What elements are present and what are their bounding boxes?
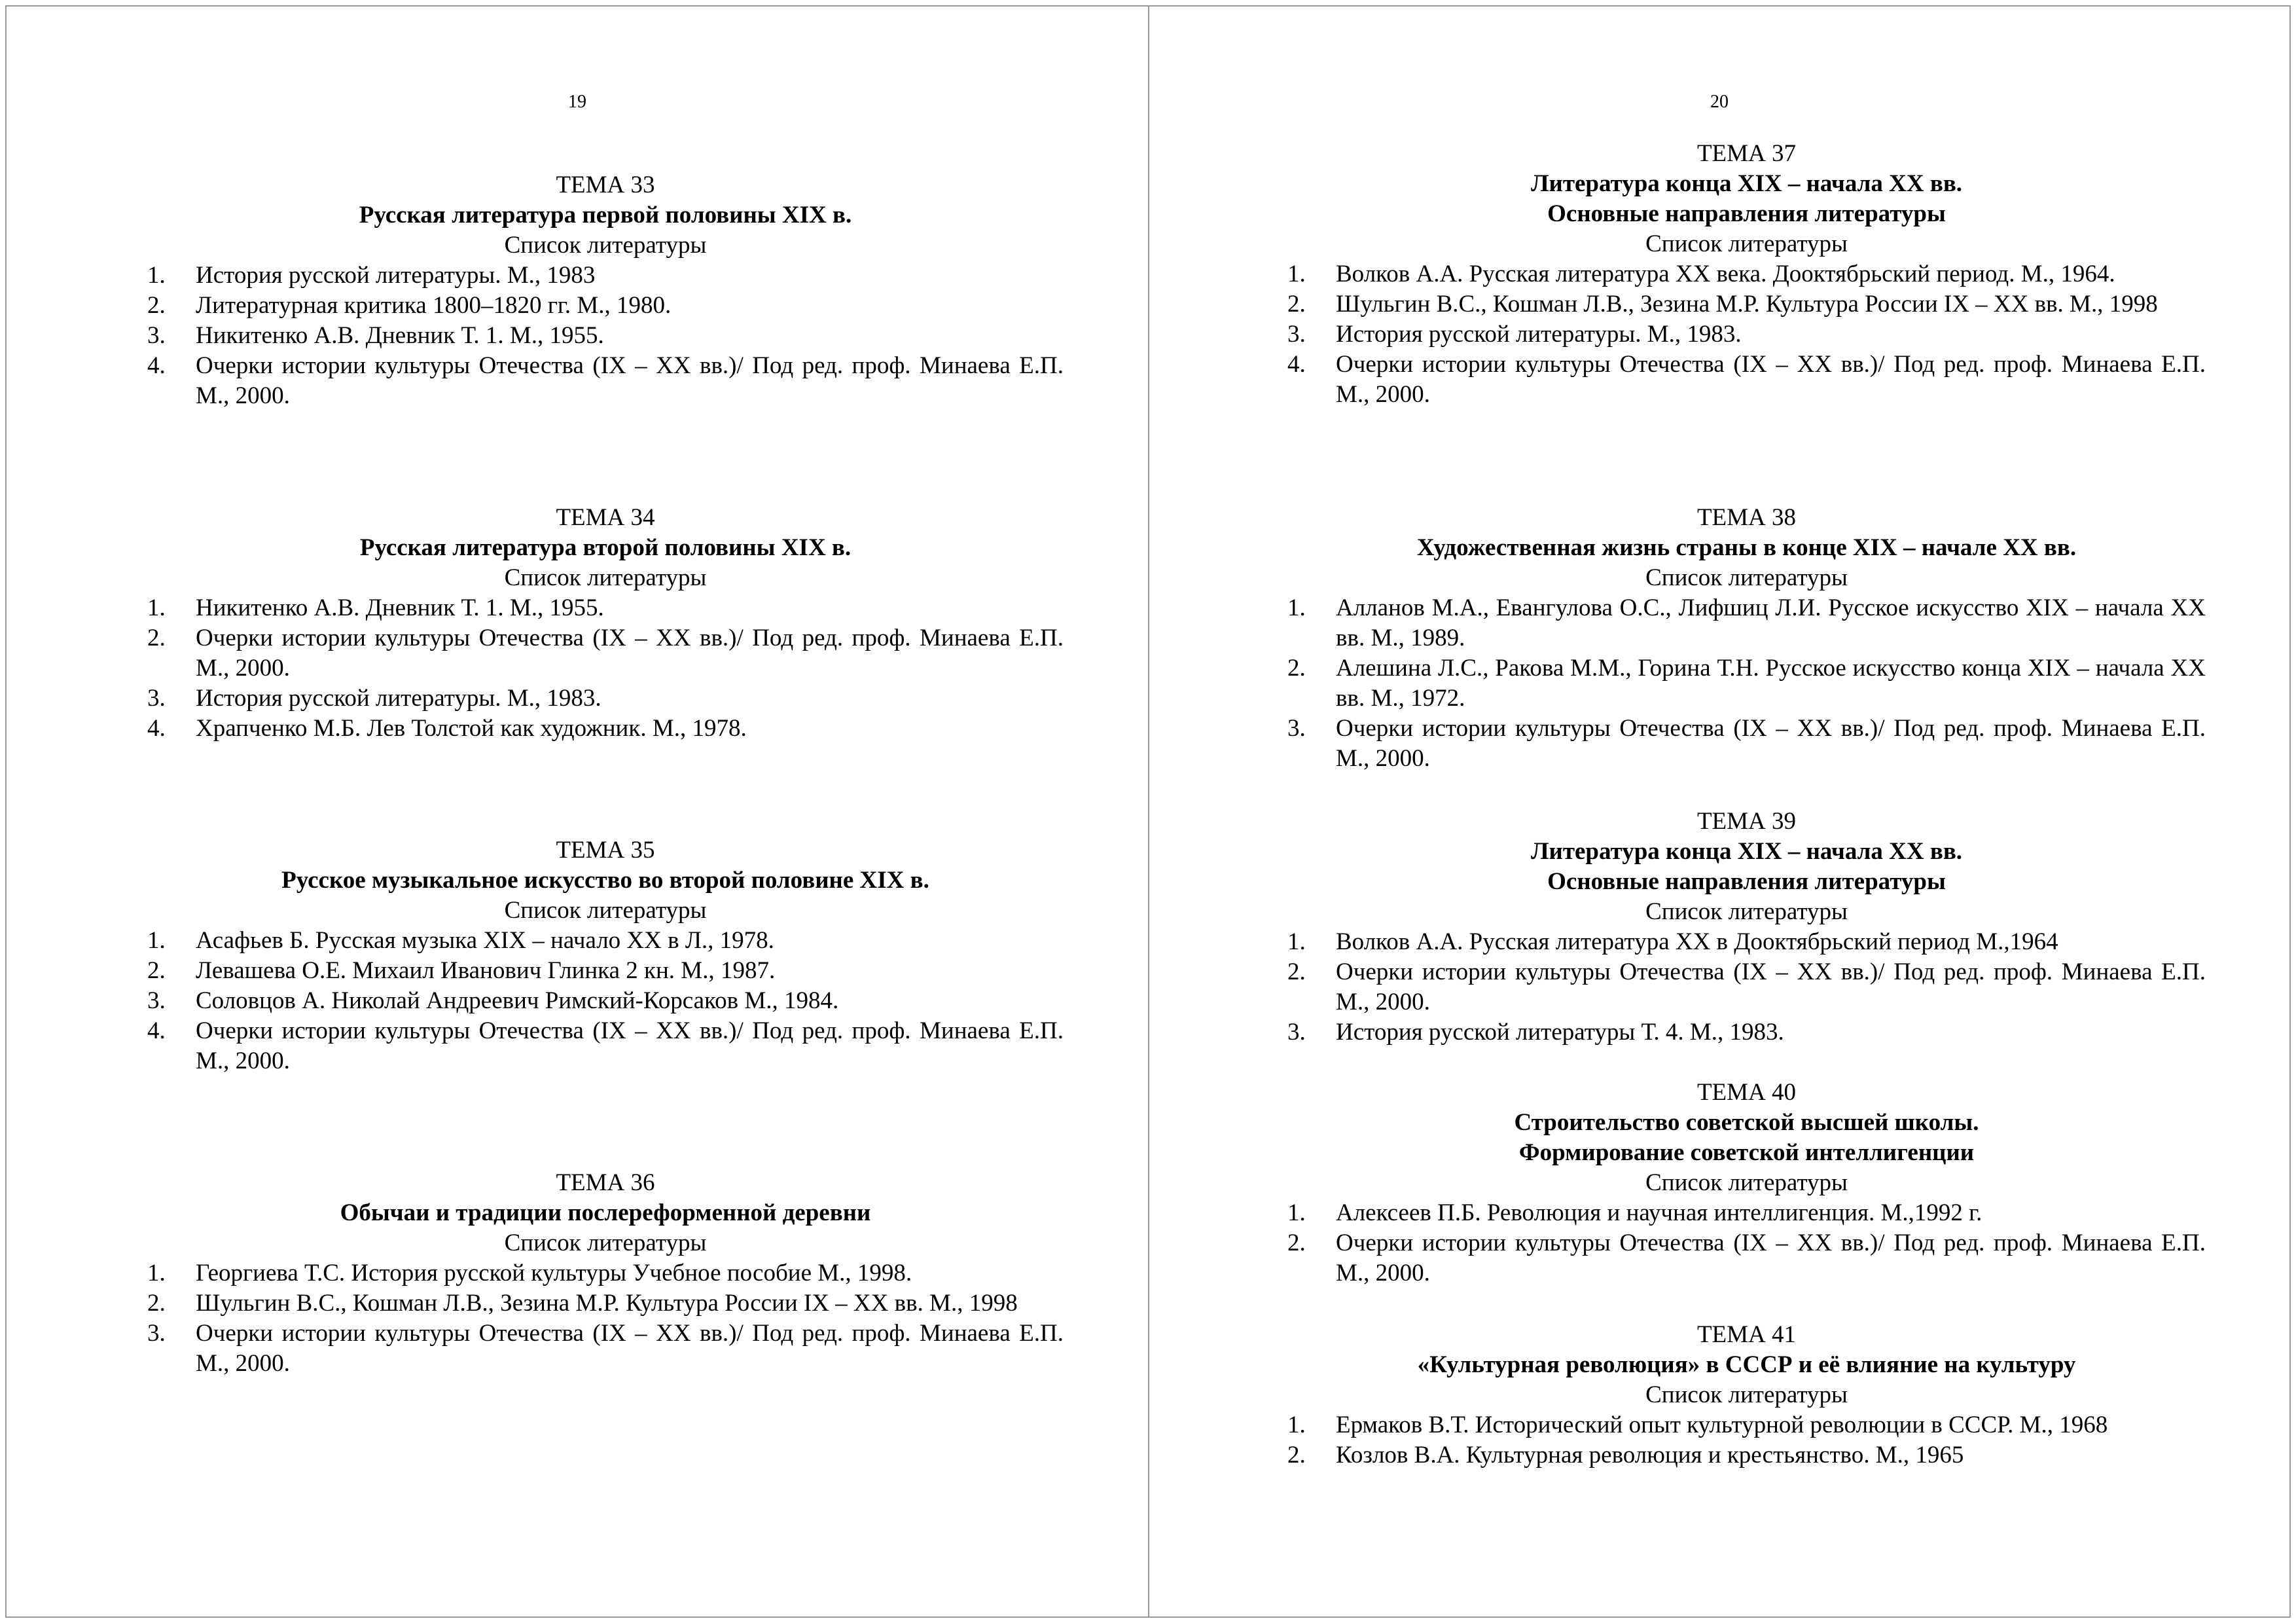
item-text: История русской литературы. М., 1983. — [1336, 321, 1742, 348]
topic-block — [1287, 1078, 2206, 1288]
item-text: Левашева О.Е. Михаил Иванович Глинка 2 кн. М., 1987. — [196, 957, 776, 984]
item-text: Храпченко М.Б. Лев Толстой как художник. М., 1978. — [196, 715, 747, 742]
topic-title: ТЕМА 41 — [1696, 1321, 1797, 1348]
topic-subtitle: Обычаи и традиции послереформенной деревни — [340, 1199, 871, 1226]
bibliography-label: Список литературы — [504, 564, 707, 591]
item-number: 3. — [1287, 321, 1306, 348]
bibliography-item — [1287, 593, 2206, 653]
bibliography-item — [147, 623, 1064, 684]
bibliography-list — [147, 593, 1064, 744]
item-text: Георгиева Т.С. История русской культуры Учебное пособие М., 1998. — [196, 1260, 912, 1286]
item-text: Очерки истории культуры Отечества (IX – XX вв.)/ Под ред. проф. Минаева Е.П. М., 2000. — [1336, 1230, 2206, 1286]
bibliography-item — [1287, 957, 2206, 1017]
bibliography-item — [147, 351, 1064, 411]
item-number: 2. — [1287, 1442, 1306, 1468]
bibliography-item — [147, 956, 1064, 986]
bibliography-item — [1287, 350, 2206, 410]
bibliography-item — [147, 1258, 1064, 1288]
left-page — [5, 5, 1149, 1618]
item-text: Алешина Л.С., Ракова М.М., Горина Т.Н. Русское искусство конца XIX – начала XX вв. М., 1972. — [1336, 655, 2206, 712]
bibliography-list — [1287, 593, 2206, 774]
bibliography-label: Список литературы — [1645, 230, 1848, 257]
item-text: Алланов М.А., Евангулова О.С., Лифшиц Л.И. Русское искусство XIX – начала XX вв. М., 1989. — [1336, 594, 2206, 651]
topic-subtitle: «Культурная революция» в СССР и её влияние на культуру — [1417, 1351, 2076, 1378]
topic-subtitle: Русское музыкальное искусство во второй половине XIX в. — [281, 867, 929, 894]
bibliography-label: Список литературы — [1645, 898, 1848, 925]
item-text: Шульгин В.С., Кошман Л.В., Зезина М.Р. Культура России IX – XX вв. М., 1998 — [196, 1290, 1018, 1317]
topic-title: ТЕМА 35 — [556, 837, 655, 864]
bibliography-item — [1287, 1198, 2206, 1228]
topic-subtitle: Основные направления литературы — [1547, 200, 1946, 227]
item-number: 2. — [1287, 1230, 1306, 1256]
item-number: 1. — [147, 1260, 166, 1286]
bibliography-label: Список литературы — [1645, 564, 1848, 591]
bibliography-item — [1287, 289, 2206, 319]
item-number: 1. — [1287, 1412, 1306, 1438]
bibliography-label: Список литературы — [504, 232, 707, 259]
item-number: 3. — [147, 1320, 166, 1347]
topic-subtitle: Литература конца XIX – начала XX вв. — [1530, 170, 1963, 197]
item-text: Очерки истории культуры Отечества (IX – XX вв.)/ Под ред. проф. Минаева Е.П. М., 2000. — [196, 1017, 1064, 1074]
bibliography-label: Список литературы — [1645, 1381, 1848, 1408]
topic-title: ТЕМА 40 — [1696, 1079, 1797, 1106]
bibliography-label: Список литературы — [504, 1230, 707, 1256]
page-number: 19 — [568, 92, 586, 112]
item-number: 2. — [147, 625, 166, 651]
item-number: 1. — [1287, 928, 1306, 955]
bibliography-list — [1287, 1410, 2206, 1470]
bibliography-item — [147, 926, 1064, 956]
bibliography-item — [1287, 1440, 2206, 1470]
bibliography-list — [1287, 927, 2206, 1048]
topic-title: ТЕМА 36 — [556, 1169, 655, 1196]
item-text: Соловцов А. Николай Андреевич Римский-Корсаков М., 1984. — [196, 987, 839, 1014]
item-number: 1. — [147, 927, 166, 954]
item-text: Очерки истории культуры Отечества (IX – XX вв.)/ Под ред. проф. Минаева Е.П. М., 2000. — [1336, 715, 2206, 772]
item-text: Шульгин В.С., Кошман Л.В., Зезина М.Р. Культура России IX – XX вв. М., 1998 — [1336, 291, 2158, 318]
right-page — [1148, 5, 2291, 1618]
bibliography-item — [147, 1016, 1064, 1076]
item-number: 3. — [147, 685, 166, 712]
item-number: 1. — [147, 594, 166, 621]
bibliography-item — [147, 986, 1064, 1016]
topic-block — [1287, 1320, 2206, 1470]
item-number: 2. — [147, 292, 166, 319]
item-text: Волков А.А. Русская литература XX в Дооктябрьский период М.,1964 — [1336, 928, 2058, 955]
topic-block — [147, 170, 1064, 411]
item-number: 2. — [1287, 655, 1306, 682]
bibliography-list — [1287, 259, 2206, 410]
item-number: 3. — [1287, 1019, 1306, 1046]
item-text: Очерки истории культуры Отечества (IX – XX вв.)/ Под ред. проф. Минаева Е.П. М., 2000. — [196, 352, 1064, 409]
item-number: 3. — [147, 987, 166, 1014]
item-text: Очерки истории культуры Отечества (IX – XX вв.)/ Под ред. проф. Минаева Е.П. М., 2000. — [196, 625, 1064, 682]
topic-title: ТЕМА 37 — [1696, 140, 1797, 167]
topic-block — [1287, 807, 2206, 1048]
item-number: 2. — [1287, 958, 1306, 985]
bibliography-item — [1287, 653, 2206, 714]
bibliography-item — [147, 684, 1064, 714]
topic-subtitle: Формирование советской интеллигенции — [1518, 1139, 1975, 1166]
item-number: 4. — [1287, 351, 1306, 378]
item-number: 1. — [1287, 261, 1306, 287]
page-number: 20 — [1710, 92, 1729, 112]
bibliography-item — [147, 714, 1064, 744]
bibliography-item — [147, 1319, 1064, 1379]
item-text: История русской литературы. М., 1983 — [196, 262, 596, 289]
topic-title: ТЕМА 34 — [556, 504, 655, 531]
item-text: Очерки истории культуры Отечества (IX – XX вв.)/ Под ред. проф. Минаева Е.П. М., 2000. — [196, 1320, 1064, 1377]
topic-subtitle: Художественная жизнь страны в конце XIX – начале XX вв. — [1416, 534, 2077, 561]
item-text: Ермаков В.Т. Исторический опыт культурной революции в СССР. М., 1968 — [1336, 1412, 2108, 1438]
item-number: 1. — [1287, 1199, 1306, 1226]
bibliography-item — [1287, 1017, 2206, 1048]
topic-subtitle: Литература конца XIX – начала XX вв. — [1530, 838, 1963, 865]
topic-block — [1287, 139, 2206, 410]
item-number: 3. — [1287, 715, 1306, 742]
item-text: Очерки истории культуры Отечества (IX – XX вв.)/ Под ред. проф. Минаева Е.П. М., 2000. — [1336, 958, 2206, 1015]
item-number: 1. — [147, 262, 166, 289]
topic-title: ТЕМА 38 — [1696, 504, 1797, 531]
bibliography-item — [147, 321, 1064, 351]
item-number: 2. — [147, 957, 166, 984]
item-number: 4. — [147, 1017, 166, 1044]
item-text: Литературная критика 1800–1820 гг. М., 1980. — [196, 292, 672, 319]
item-number: 2. — [1287, 291, 1306, 318]
bibliography-item — [147, 1288, 1064, 1319]
item-text: Волков А.А. Русская литература XX века. Дооктябрьский период. М., 1964. — [1336, 261, 2115, 287]
topic-block — [147, 835, 1064, 1076]
topic-block — [147, 503, 1064, 744]
item-number: 2. — [147, 1290, 166, 1317]
item-text: Асафьев Б. Русская музыка XIX – начало XX в Л., 1978. — [196, 927, 774, 954]
bibliography-list — [147, 926, 1064, 1076]
topic-title: ТЕМА 39 — [1696, 808, 1797, 835]
bibliography-item — [1287, 927, 2206, 957]
topic-block — [147, 1168, 1064, 1379]
bibliography-item — [1287, 1228, 2206, 1288]
bibliography-item — [1287, 259, 2206, 289]
topic-subtitle: Русская литература первой половины XIX в. — [359, 202, 852, 228]
item-text: История русской литературы Т. 4. М., 1983. — [1336, 1019, 1784, 1046]
item-text: Никитенко А.В. Дневник Т. 1. М., 1955. — [196, 322, 604, 349]
bibliography-item — [147, 593, 1064, 623]
item-text: История русской литературы. М., 1983. — [196, 685, 601, 712]
bibliography-list — [1287, 1198, 2206, 1288]
topic-subtitle: Основные направления литературы — [1547, 868, 1946, 895]
bibliography-item — [147, 291, 1064, 321]
topic-subtitle: Русская литература второй половины XIX в. — [359, 534, 852, 561]
item-text: Никитенко А.В. Дневник Т. 1. М., 1955. — [196, 594, 604, 621]
item-number: 3. — [147, 322, 166, 349]
item-number: 1. — [1287, 594, 1306, 621]
bibliography-label: Список литературы — [1645, 1169, 1848, 1196]
item-text: Козлов В.А. Культурная революция и крестьянство. М., 1965 — [1336, 1442, 1964, 1468]
item-number: 4. — [147, 715, 166, 742]
item-text: Очерки истории культуры Отечества (IX – XX вв.)/ Под ред. проф. Минаева Е.П. М., 2000. — [1336, 351, 2206, 408]
bibliography-list — [147, 1258, 1064, 1379]
item-text: Алексеев П.Б. Революция и научная интеллигенция. М.,1992 г. — [1336, 1199, 1982, 1226]
bibliography-item — [1287, 1410, 2206, 1440]
item-number: 4. — [147, 352, 166, 379]
bibliography-item — [1287, 714, 2206, 774]
bibliography-label: Список литературы — [504, 897, 707, 924]
bibliography-item — [1287, 319, 2206, 350]
bibliography-list — [147, 261, 1064, 411]
bibliography-item — [147, 261, 1064, 291]
topic-title: ТЕМА 33 — [556, 172, 655, 198]
topic-subtitle: Строительство советской высшей школы. — [1514, 1109, 1979, 1136]
topic-block — [1287, 503, 2206, 774]
